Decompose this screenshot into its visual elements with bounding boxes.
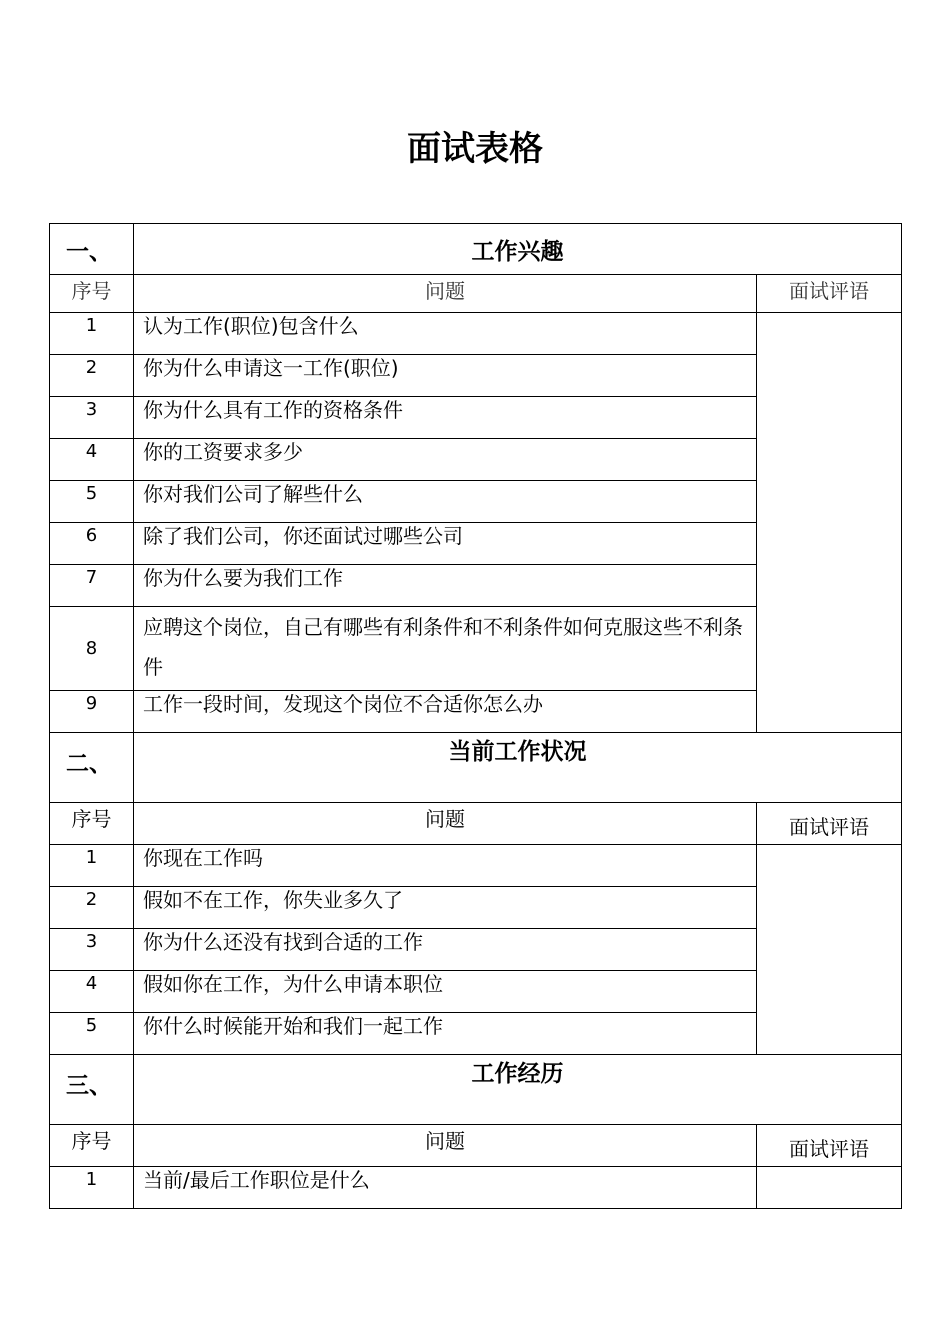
question-number: 2: [50, 355, 134, 397]
column-header-question: 问题: [134, 1125, 757, 1167]
section-header-row: [50, 733, 902, 803]
question-number: 4: [50, 439, 134, 481]
question-number: 1: [50, 845, 134, 887]
question-text: 当前/最后工作职位是什么: [134, 1167, 757, 1209]
column-header-comment: 面试评语: [757, 803, 902, 845]
question-number: 1: [50, 1167, 134, 1209]
section-title: 工作兴趣: [134, 224, 902, 275]
question-text: 你现在工作吗: [134, 845, 757, 887]
column-header-row: [50, 275, 902, 313]
question-number: 6: [50, 523, 134, 565]
column-header-number: 序号: [50, 1125, 134, 1167]
section-number: 一、: [50, 224, 134, 275]
question-number: 5: [50, 1013, 134, 1055]
question-number: 3: [50, 397, 134, 439]
question-number: 4: [50, 971, 134, 1013]
comment-field[interactable]: [757, 845, 902, 1055]
question-number: 1: [50, 313, 134, 355]
question-number: 7: [50, 565, 134, 607]
question-number: 3: [50, 929, 134, 971]
section-number: 二、: [50, 733, 134, 803]
column-header-question: 问题: [134, 803, 757, 845]
section-header-row: [50, 224, 902, 275]
question-text: 应聘这个岗位，自己有哪些有利条件和不利条件如何克服这些不利条件: [134, 607, 757, 691]
question-number: 8: [50, 607, 134, 691]
section-title: 当前工作状况: [134, 733, 902, 803]
column-header-row: [50, 803, 902, 845]
question-text: 你为什么具有工作的资格条件: [134, 397, 757, 439]
question-number: 5: [50, 481, 134, 523]
question-text: 假如你在工作，为什么申请本职位: [134, 971, 757, 1013]
section-header-row: [50, 1055, 902, 1125]
question-text: 你为什么申请这一工作(职位): [134, 355, 757, 397]
document-title: 面试表格: [407, 129, 543, 169]
column-header-row: [50, 1125, 902, 1167]
question-text: 工作一段时间，发现这个岗位不合适你怎么办: [134, 691, 757, 733]
comment-field[interactable]: [757, 1167, 902, 1209]
question-row: [50, 1167, 902, 1209]
question-number: 9: [50, 691, 134, 733]
column-header-comment: 面试评语: [757, 275, 902, 313]
question-text: 除了我们公司，你还面试过哪些公司: [134, 523, 757, 565]
column-header-number: 序号: [50, 803, 134, 845]
comment-field[interactable]: [757, 313, 902, 733]
question-text: 认为工作(职位)包含什么: [134, 313, 757, 355]
question-row: [50, 313, 902, 355]
section-title: 工作经历: [134, 1055, 902, 1125]
column-header-number: 序号: [50, 275, 134, 313]
question-row: [50, 845, 902, 887]
question-text: 你的工资要求多少: [134, 439, 757, 481]
question-text: 假如不在工作，你失业多久了: [134, 887, 757, 929]
question-text: 你对我们公司了解些什么: [134, 481, 757, 523]
column-header-comment: 面试评语: [757, 1125, 902, 1167]
question-number: 2: [50, 887, 134, 929]
column-header-question: 问题: [134, 275, 757, 313]
section-number: 三、: [50, 1055, 134, 1125]
question-text: 你什么时候能开始和我们一起工作: [134, 1013, 757, 1055]
interview-form-table: [49, 223, 902, 1209]
question-text: 你为什么还没有找到合适的工作: [134, 929, 757, 971]
question-text: 你为什么要为我们工作: [134, 565, 757, 607]
